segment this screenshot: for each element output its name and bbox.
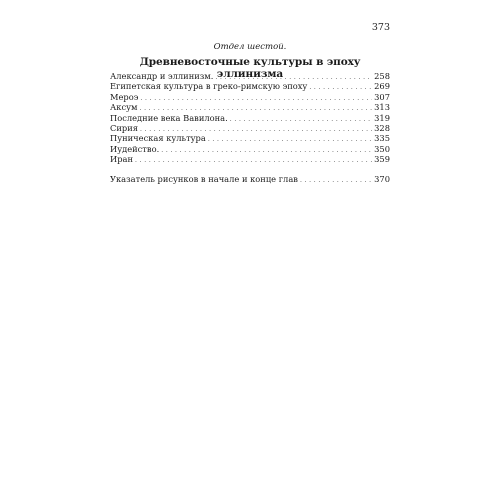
toc-entry-page: 313	[374, 102, 390, 113]
toc-entry-page: 319	[374, 112, 390, 123]
toc-leader-dots	[135, 154, 372, 166]
toc-entry	[110, 144, 390, 154]
toc-entry-page: 370	[374, 173, 390, 184]
toc-entry-title: Указатель рисунков в начале и конце глав	[110, 173, 298, 184]
toc-entry-title: Аксум	[110, 102, 138, 113]
toc-entry-page: 307	[374, 91, 390, 102]
page-number: 373	[371, 22, 390, 33]
toc-entry-page: 328	[374, 122, 390, 133]
toc-entry-title: Иудейство.	[110, 143, 160, 154]
toc-entry	[110, 71, 390, 81]
toc-entry-title: Египетская культура в греко-римскую эпоху	[110, 81, 308, 92]
toc-entry-title: Последние века Вавилона.	[110, 112, 228, 123]
toc-entry	[110, 123, 390, 133]
section-title: Древневосточные культуры в эпоху эллинизма	[139, 56, 361, 80]
toc-entry-page: 359	[374, 154, 390, 165]
section-label: Отдел шестой.	[213, 42, 287, 52]
toc-entry-title: Пуническая культура	[110, 133, 206, 144]
table-of-contents	[110, 71, 390, 184]
toc-entry	[110, 133, 390, 143]
toc-entry-title: Сирия	[110, 122, 138, 133]
toc-index-entry	[110, 174, 390, 184]
toc-entry-title: Мероэ	[110, 91, 139, 102]
toc-entry	[110, 113, 390, 123]
toc-leader-dots	[300, 174, 372, 186]
toc-entry	[110, 92, 390, 102]
toc-entry-page: 335	[374, 133, 390, 144]
toc-entry-title: Иран	[110, 154, 134, 165]
toc-entry-page: 269	[374, 81, 390, 92]
toc-entry-title: Александр и эллинизм.	[110, 71, 214, 81]
toc-entry-page: 258	[374, 71, 390, 81]
toc-entry	[110, 154, 390, 164]
toc-entry	[110, 81, 390, 91]
toc-entry	[110, 102, 390, 112]
toc-entry-page: 350	[374, 143, 390, 154]
